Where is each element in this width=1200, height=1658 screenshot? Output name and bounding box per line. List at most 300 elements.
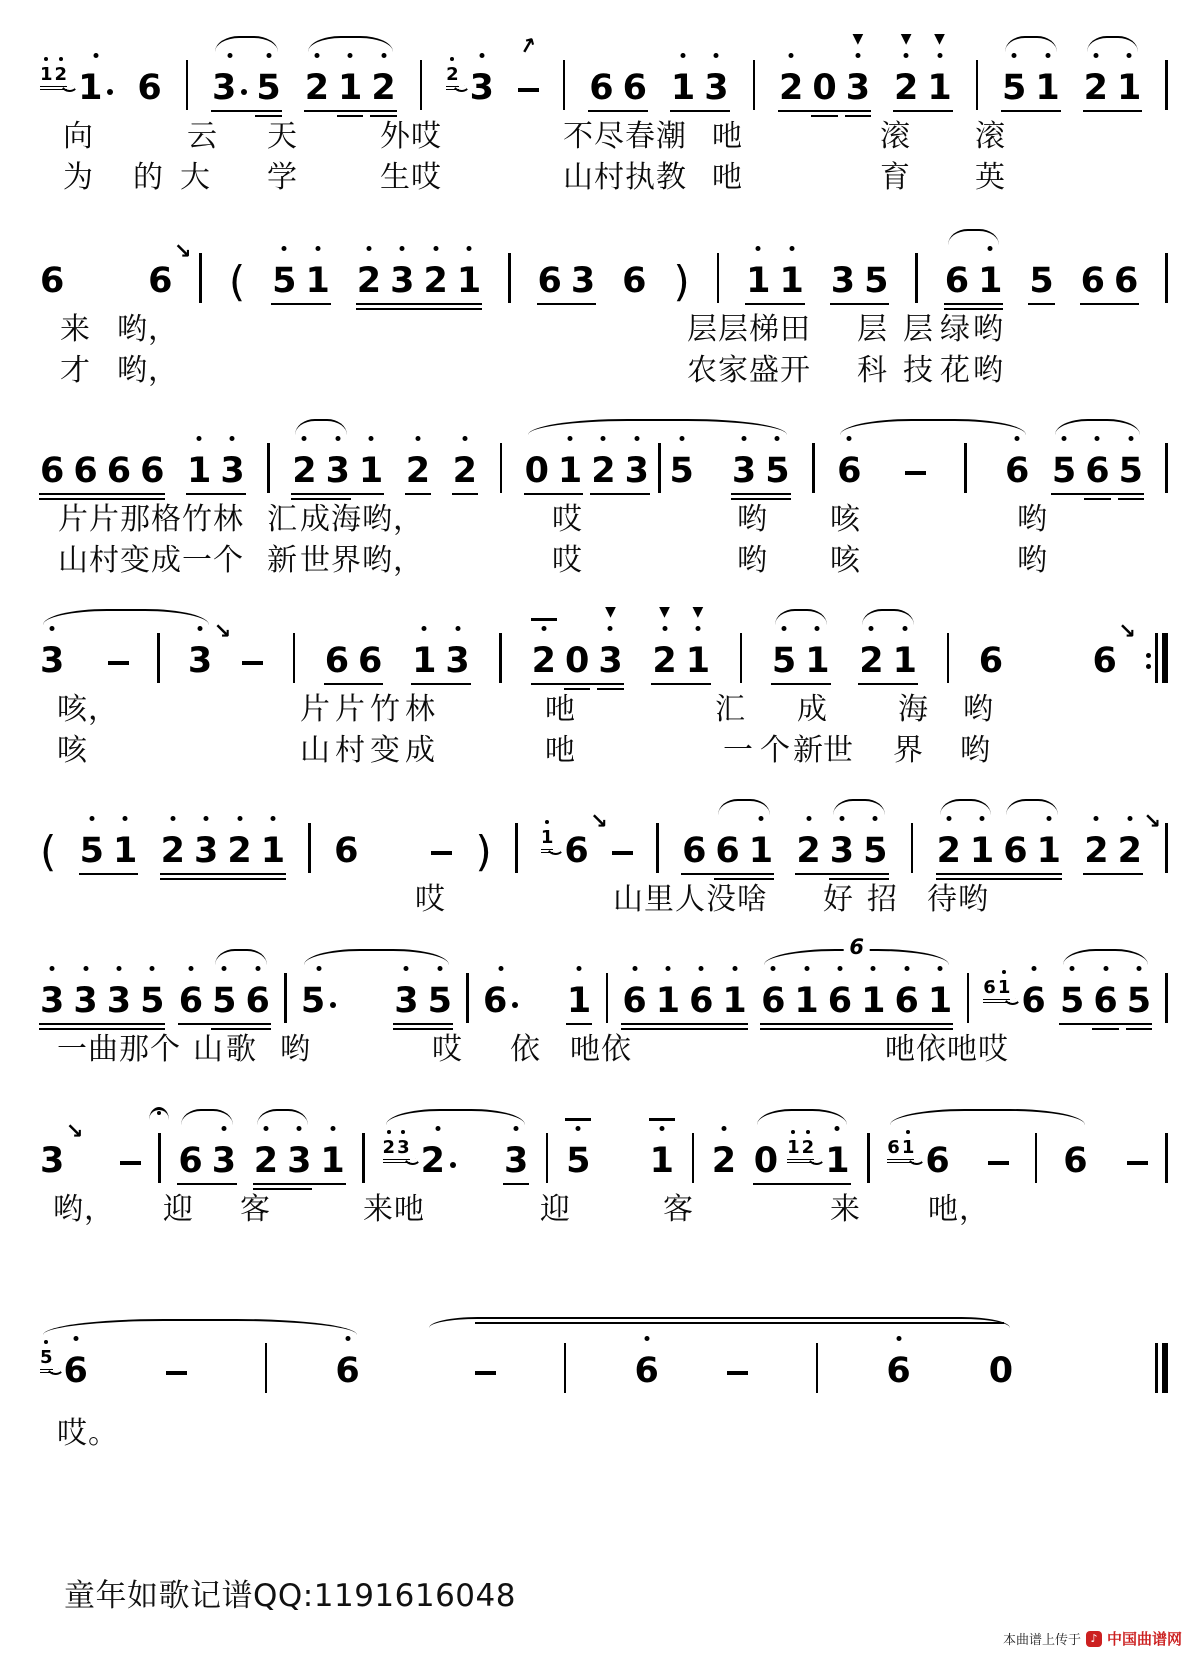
- underline: [845, 115, 871, 118]
- slur-arc: [840, 419, 1026, 435]
- octave-dot: [197, 436, 202, 441]
- underline: [731, 498, 791, 501]
- lyric-syllable: 客: [663, 1192, 694, 1227]
- beam-group: [525, 445, 583, 491]
- note: 2: [423, 255, 447, 301]
- octave-dot: [433, 246, 438, 251]
- octave-dot: [545, 820, 549, 824]
- octave-dot: [437, 966, 442, 971]
- note: 3: [390, 255, 414, 301]
- lyric-syllable: 山村执教: [563, 160, 687, 195]
- note: 3 ▼: [598, 635, 622, 681]
- lyric-syllable: 山: [193, 1032, 224, 1067]
- slur-group: [830, 825, 888, 871]
- grace-note: 1: [998, 976, 1011, 998]
- barline: [500, 445, 503, 491]
- underline: [503, 1183, 529, 1186]
- slur-arc: [1055, 419, 1140, 435]
- underline: [160, 873, 286, 876]
- dash-note: [905, 445, 926, 491]
- octave-dot: [59, 57, 63, 61]
- note: 6: [622, 975, 646, 1021]
- octave-dot: [659, 1126, 664, 1131]
- accent-icon: ▼: [659, 604, 670, 620]
- lyric-syllable: 的: [133, 160, 164, 195]
- lyric-syllable: 不尽春潮: [563, 119, 687, 154]
- slur-arc: [304, 949, 449, 965]
- slur-group: [1003, 825, 1061, 871]
- note: 6: [73, 451, 98, 491]
- underline: [745, 303, 805, 306]
- note: 6 ↘: [148, 239, 192, 301]
- underline: [255, 115, 281, 118]
- lyrics-verse-1: [40, 120, 1168, 156]
- note: 6: [1003, 831, 1028, 871]
- note: 1: [1035, 62, 1059, 108]
- lyrics-verse-1: [40, 1417, 1168, 1453]
- underline: [588, 110, 648, 113]
- note: 1: [113, 825, 137, 871]
- note: 1: [650, 1135, 674, 1181]
- lyrics-verse-1: [40, 693, 1168, 729]
- octave-dot: [415, 436, 420, 441]
- beam-group: [831, 255, 889, 301]
- note: 1 ▼: [927, 31, 952, 108]
- note: 6: [1005, 445, 1029, 491]
- underline: [405, 493, 431, 496]
- slur-group: [772, 635, 830, 681]
- lyric-syllable: 吔: [545, 692, 576, 727]
- beam-group: [732, 445, 790, 491]
- beam-group: [187, 445, 245, 491]
- lyric-syllable: 吔依: [570, 1032, 632, 1067]
- note: 6: [40, 451, 65, 491]
- octave-dot: [632, 966, 637, 971]
- note: 2: [779, 62, 803, 108]
- lyric-syllable: 才: [60, 353, 91, 388]
- note: 1: [1037, 825, 1061, 871]
- underline: [186, 493, 246, 496]
- rest-note: 0: [565, 635, 589, 681]
- slur-arc: [890, 1109, 1084, 1125]
- note: 5: [140, 975, 164, 1021]
- note: 1: [558, 445, 582, 491]
- note: 3: [287, 1135, 311, 1181]
- octave-dot: [695, 626, 700, 631]
- note: 6: [828, 975, 852, 1021]
- note: 5: [1119, 445, 1143, 491]
- falling-arrow-icon: ↘: [173, 239, 192, 263]
- underline: [291, 493, 384, 496]
- barline: [1165, 445, 1168, 491]
- lyric-syllable: 哟: [737, 543, 768, 578]
- slur-arc: [1063, 949, 1148, 965]
- lyric-syllable: 界: [893, 733, 924, 768]
- transcriber-footer: 童年如歌记谱QQ:1191616048: [64, 1578, 516, 1614]
- octave-dot: [835, 1126, 840, 1131]
- note: 3: [625, 445, 649, 491]
- rest-note: 0: [524, 451, 549, 491]
- slur-arc: [43, 1319, 357, 1335]
- lyric-syllable: 层: [857, 312, 888, 347]
- note: 1: [722, 975, 746, 1021]
- octave-dot: [568, 436, 573, 441]
- octave-dot: [902, 626, 907, 631]
- note: 6: [689, 975, 713, 1021]
- barline: [508, 255, 511, 301]
- octave-dot: [1127, 53, 1132, 58]
- note: 3: [107, 975, 131, 1021]
- underline: [944, 308, 1004, 311]
- parenthesis: ): [673, 257, 690, 306]
- rising-arrow-icon: ↗: [516, 32, 541, 60]
- note: 2: [937, 825, 961, 871]
- beam-group: [983, 975, 1045, 1021]
- slur-arc: [43, 609, 209, 625]
- dash-note: [475, 1345, 496, 1391]
- octave-dot: [1012, 53, 1017, 58]
- slur-arc: [940, 799, 992, 815]
- slur-arc: [775, 609, 827, 625]
- notes-row: [40, 935, 1168, 1021]
- note: 2: [712, 1135, 736, 1181]
- note: 6: [1080, 261, 1106, 301]
- note: 5: [212, 975, 236, 1021]
- notes-row: [40, 445, 1168, 491]
- dash-note: [166, 1345, 187, 1391]
- barline: [1165, 975, 1168, 1021]
- grace-notes: [446, 63, 459, 90]
- octave-dot: [198, 626, 203, 631]
- lyric-syllable: 村: [335, 733, 366, 768]
- note: 6: [64, 1345, 88, 1391]
- octave-dot: [756, 246, 761, 251]
- octave-dot: [904, 53, 909, 58]
- note: 6: [178, 1141, 203, 1181]
- note: 6 ↘: [564, 809, 608, 871]
- octave-dot: [1031, 966, 1036, 971]
- note: 6: [944, 261, 970, 301]
- octave-dot: [988, 246, 993, 251]
- note: 3: [40, 635, 64, 681]
- parenthesis: (: [228, 257, 246, 306]
- lyric-syllable: 滚: [880, 119, 911, 154]
- falling-arrow-icon: ↘: [213, 619, 232, 643]
- octave-dot: [576, 1126, 581, 1131]
- octave-dot: [1127, 816, 1132, 821]
- beam-group: [540, 809, 608, 871]
- note: 6: [895, 975, 919, 1021]
- octave-dot: [330, 1126, 335, 1131]
- note: 5: [1002, 62, 1026, 108]
- lyric-syllable: 片片那格竹林: [58, 502, 244, 537]
- lyric-syllable: 新: [267, 543, 298, 578]
- note: 5: [272, 255, 296, 301]
- slur-group: [292, 445, 350, 491]
- underline: [211, 1028, 271, 1031]
- note: 1: [306, 255, 330, 301]
- beam-group: [40, 445, 164, 491]
- barline: [499, 635, 502, 681]
- barline: [564, 1345, 567, 1391]
- octave-dot: [266, 53, 271, 58]
- underline: [681, 873, 774, 876]
- underline: [621, 1028, 747, 1031]
- note: 2: [357, 255, 381, 301]
- octave-dot: [839, 816, 844, 821]
- octave-dot: [937, 53, 942, 58]
- octave-dot: [44, 1340, 48, 1344]
- slur-group: [945, 255, 1003, 301]
- octave-dot: [1015, 436, 1020, 441]
- underline: [1084, 498, 1110, 501]
- lyric-syllable: 来: [60, 312, 91, 347]
- underline: [936, 873, 1062, 876]
- octave-dot: [436, 1126, 441, 1131]
- octave-dot: [467, 246, 472, 251]
- underline: [370, 115, 396, 118]
- octave-dot: [422, 626, 427, 631]
- underline: [452, 493, 478, 496]
- lyric-syllable: 哟，: [117, 312, 179, 347]
- beam-group: [272, 255, 330, 301]
- beam-group: [652, 604, 711, 681]
- barline: [812, 445, 815, 491]
- note: 6: [106, 451, 132, 491]
- octave-dot: [83, 966, 88, 971]
- octave-dot: [314, 53, 319, 58]
- lyric-syllable: 吔: [545, 733, 576, 768]
- lyrics-verse-2: [40, 354, 1168, 390]
- lyric-syllable: 林: [405, 692, 436, 727]
- underline: [811, 115, 837, 118]
- lyric-syllable: 技: [903, 353, 934, 388]
- note: 3: [704, 62, 728, 108]
- underline: [1083, 873, 1143, 876]
- lyric-syllable: 咳: [830, 543, 861, 578]
- note: 2: [1084, 825, 1108, 871]
- octave-dot: [791, 1130, 795, 1134]
- octave-dot: [188, 966, 193, 971]
- octave-dot: [366, 246, 371, 251]
- barline: [362, 1135, 365, 1181]
- octave-dot: [906, 1130, 910, 1134]
- lyric-syllable: 绿: [940, 312, 971, 347]
- note: 1: [671, 62, 695, 108]
- dash-note: [120, 1135, 141, 1181]
- note: 6: [925, 1141, 950, 1181]
- note: 3: [73, 975, 97, 1021]
- slur-arc: [295, 419, 347, 435]
- lyric-syllable: 哟: [963, 692, 994, 727]
- note: 2: [305, 62, 329, 108]
- lyric-syllable: 客: [240, 1192, 271, 1227]
- underline: [324, 683, 384, 686]
- octave-dot: [601, 436, 606, 441]
- underline: [670, 110, 730, 113]
- grace-note: 6: [887, 1137, 900, 1158]
- underline: [564, 688, 590, 691]
- underline: [160, 878, 286, 881]
- barline: [265, 1345, 268, 1391]
- grace-note: 2: [446, 63, 459, 85]
- underline: [597, 688, 623, 691]
- octave-dot: [401, 1130, 405, 1134]
- lyric-syllable: 迎: [540, 1192, 571, 1227]
- overline-mark: [531, 618, 557, 621]
- underline: [178, 1023, 271, 1026]
- barline: [947, 635, 950, 681]
- barline: [563, 62, 566, 108]
- lyric-syllable: 育: [880, 160, 911, 195]
- lyrics-verse-1: [40, 503, 1168, 539]
- octave-dot: [1103, 966, 1108, 971]
- underline: [356, 303, 482, 306]
- lyric-syllable: 迎: [163, 1192, 194, 1227]
- note: 5: [864, 261, 889, 301]
- grace-note: 1: [40, 63, 53, 85]
- slur-arc: [528, 419, 787, 435]
- octave-dot: [758, 816, 763, 821]
- lyrics-verse-1: [40, 1193, 1168, 1229]
- beam-group: [446, 62, 494, 108]
- beam-group: [1084, 809, 1161, 871]
- note: 1: [805, 635, 829, 681]
- falling-arrow-icon: ↘: [1118, 619, 1136, 643]
- barline: [867, 1135, 870, 1181]
- lyric-syllable: 哎: [978, 1032, 1009, 1067]
- octave-dot: [227, 53, 232, 58]
- octave-dot: [742, 436, 747, 441]
- system-8: [40, 1345, 1168, 1495]
- lyric-syllable: 哟: [960, 733, 991, 768]
- slur-arc: [862, 609, 914, 625]
- slur-arc: [948, 229, 1000, 245]
- octave-dot: [1046, 816, 1051, 821]
- grace-note: 1: [787, 1136, 800, 1158]
- underline: [356, 308, 482, 311]
- note: 1: [970, 825, 994, 871]
- note: 2: [406, 445, 430, 491]
- octave-dot: [665, 966, 670, 971]
- beam-group: [589, 62, 647, 108]
- octave-dot: [714, 53, 719, 58]
- accent-icon: ▼: [900, 31, 912, 47]
- note: 6: [715, 831, 740, 871]
- lyric-syllable: 成海哟，: [300, 502, 424, 537]
- note: 3: [220, 445, 244, 491]
- note: 5: [765, 445, 789, 491]
- slur-arc: [308, 36, 393, 52]
- underline: [829, 878, 889, 881]
- underline: [211, 110, 282, 113]
- octave-dot: [904, 966, 909, 971]
- dash-note: [1127, 1135, 1148, 1181]
- underline: [1118, 498, 1144, 501]
- lyric-syllable: 山村变成一个: [58, 543, 244, 578]
- underline: [936, 878, 1062, 881]
- underline: [760, 1023, 953, 1026]
- lyric-syllable: 哎。: [57, 1416, 119, 1451]
- grace-note: 1: [902, 1136, 915, 1158]
- beam-group: [591, 445, 649, 491]
- lyric-syllable: 咳，: [57, 692, 119, 727]
- note: 6: [1063, 1141, 1088, 1181]
- lyric-syllable: 山里人没啥: [613, 882, 768, 917]
- underline: [621, 1023, 747, 1026]
- grace-notes: [787, 1136, 814, 1163]
- note: 6: [324, 641, 350, 681]
- lyric-syllable: 哟: [737, 502, 768, 537]
- note: 3: [470, 62, 494, 108]
- slur-group: [301, 975, 452, 1021]
- note: 1: [779, 255, 803, 301]
- lyric-syllable: 哎: [432, 1032, 463, 1067]
- note: 5: [772, 635, 796, 681]
- grace-note: 2: [383, 1136, 396, 1158]
- note: 5: [1127, 975, 1151, 1021]
- note: 1: [457, 255, 481, 301]
- beam-group: [40, 62, 113, 108]
- note: 6: [682, 831, 707, 871]
- overline-mark: [649, 1118, 675, 1121]
- note: 3 ↘: [40, 1119, 84, 1181]
- barline: [1165, 62, 1168, 108]
- barline: [816, 1345, 819, 1391]
- note: 6: [634, 1345, 658, 1391]
- octave-dot: [789, 246, 794, 251]
- notes-row: [40, 1119, 1168, 1181]
- note: 5: [1029, 255, 1053, 301]
- beam-group: [412, 635, 470, 681]
- grace-note: 5: [40, 1346, 53, 1368]
- octave-dot: [282, 246, 287, 251]
- note: 3 ▼: [846, 62, 870, 108]
- lyric-syllable: 层: [903, 312, 934, 347]
- note: 2: [292, 445, 316, 491]
- octave-dot: [1094, 816, 1099, 821]
- underline: [771, 683, 831, 686]
- site-credit: [1003, 1628, 1182, 1649]
- underline: [411, 683, 471, 686]
- note: 6: [1093, 975, 1117, 1021]
- octave-dot: [837, 966, 842, 971]
- note: 6: [1085, 445, 1109, 491]
- note: 3: [504, 1135, 528, 1181]
- note: 6: [1021, 975, 1045, 1021]
- underline: [795, 873, 888, 876]
- note: 6 ↘: [1092, 619, 1136, 681]
- dash-note: [431, 825, 452, 871]
- octave-dot: [775, 436, 780, 441]
- grace-notes: [541, 826, 554, 853]
- augmentation-dot: [241, 89, 247, 95]
- grace-note: 3: [397, 1136, 410, 1158]
- note: 5: [428, 975, 452, 1021]
- underline: [39, 1028, 165, 1031]
- note: 3: [194, 825, 218, 871]
- rest-note: 0: [753, 1141, 779, 1181]
- beam-group: [292, 445, 383, 491]
- octave-dot: [316, 966, 321, 971]
- lyric-syllable: 英: [975, 160, 1006, 195]
- lyric-syllable: 个: [760, 733, 791, 768]
- octave-dot: [782, 626, 787, 631]
- beam-group: [80, 825, 138, 871]
- falling-arrow-icon: ↘: [65, 1119, 84, 1143]
- notes-row: [40, 1345, 1168, 1391]
- system-5: [40, 809, 1168, 975]
